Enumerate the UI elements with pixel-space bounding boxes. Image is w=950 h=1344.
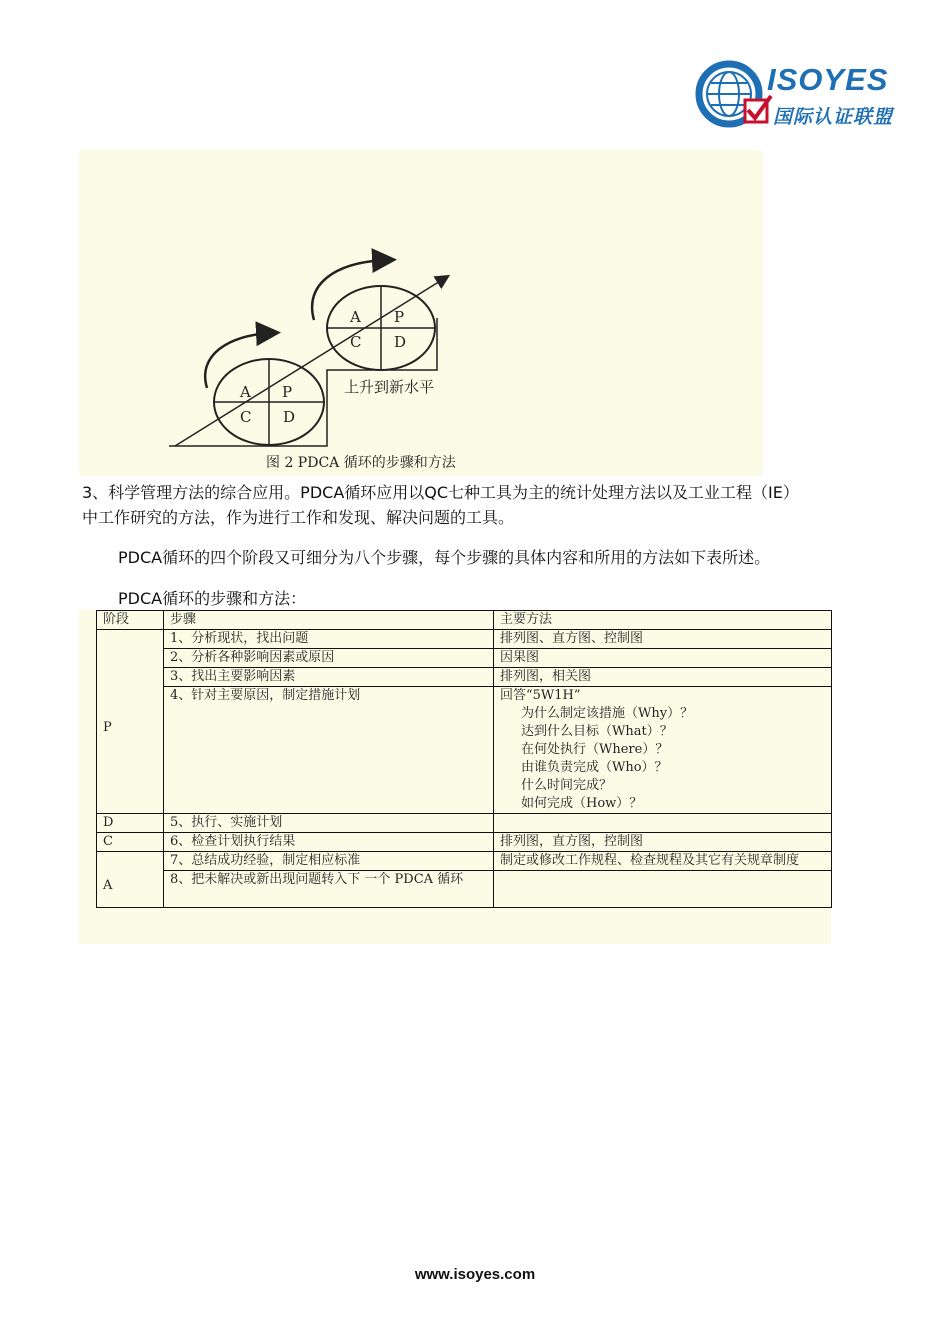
- stage-c: C: [97, 833, 164, 852]
- isoyes-logo: [693, 58, 908, 130]
- lower-label-p: P: [282, 383, 293, 401]
- lower-label-d: D: [283, 408, 296, 426]
- five-w1h-where: 在何处执行（Where）？: [521, 742, 669, 757]
- step-3: 3、找出主要影响因素: [164, 668, 494, 687]
- step-7: 7、总结成功经验，制定相应标准: [164, 852, 494, 871]
- header-step: 步骤: [164, 611, 494, 630]
- logo-subtitle: 国际认证联盟: [773, 106, 894, 128]
- pdca-steps-table: [96, 610, 832, 908]
- five-w1h-when: 什么时间完成？: [521, 778, 613, 793]
- table-row: [97, 833, 832, 852]
- table-title: PDCA循环的步骤和方法：: [118, 589, 307, 608]
- five-w1h-who: 由谁负责完成（Who）？: [521, 760, 668, 775]
- header-stage: 阶段: [97, 611, 164, 630]
- globe-check-icon: [693, 58, 773, 130]
- method-5: [494, 814, 832, 833]
- table-row: [97, 630, 832, 649]
- table-row: [97, 668, 832, 687]
- method-3: 排列图，相关图: [494, 668, 832, 687]
- table-row: [97, 649, 832, 668]
- paragraph-eight-steps: PDCA循环的四个阶段又可细分为八个步骤，每个步骤的具体内容和所用的方法如下表所述。: [118, 548, 771, 567]
- rise-label: 上升到新水平: [344, 378, 435, 396]
- pdca-figure: [79, 150, 763, 476]
- table-header-row: [97, 611, 832, 630]
- step-2: 2、分析各种影响因素或原因: [164, 649, 494, 668]
- step-5: 5、执行、实施计划: [164, 814, 494, 833]
- table-row: [97, 852, 832, 871]
- paragraph-3-line1: 3、科学管理方法的综合应用。PDCA循环应用以QC七种工具为主的统计处理方法以及工业工程（IE）: [82, 483, 799, 502]
- method-8: [494, 871, 832, 908]
- upper-label-p: P: [394, 308, 405, 326]
- method-1: 排列图、直方图、控制图: [494, 630, 832, 649]
- steps-table-area: [79, 610, 831, 944]
- five-w1h-how: 如何完成（How）？: [521, 796, 643, 811]
- figure-caption: 图 2 PDCA 循环的步骤和方法: [266, 455, 456, 471]
- upper-label-c: C: [350, 333, 362, 351]
- footer-url: www.isoyes.com: [414, 1266, 536, 1283]
- stage-p: P: [97, 630, 164, 814]
- table-row: [97, 814, 832, 833]
- method-4-intro: 回答“5W1H”: [500, 688, 581, 703]
- pdca-diagram: [79, 150, 763, 476]
- step-1: 1、分析现状，找出问题: [164, 630, 494, 649]
- method-4: [494, 687, 832, 814]
- stage-a: A: [97, 852, 164, 908]
- rise-arrow: [175, 278, 445, 446]
- upper-label-a: A: [350, 308, 361, 326]
- stage-d: D: [97, 814, 164, 833]
- five-w1h-why: 为什么制定该措施（Why）？: [521, 706, 694, 721]
- step-6: 6、检查计划执行结果: [164, 833, 494, 852]
- method-2: 因果图: [494, 649, 832, 668]
- method-6: 排列图，直方图，控制图: [494, 833, 832, 852]
- five-w1h-what: 达到什么目标（What）？: [521, 724, 673, 739]
- logo-name: ISOYES: [767, 62, 889, 97]
- header-method: 主要方法: [494, 611, 832, 630]
- paragraph-3-line2: 中工作研究的方法，作为进行工作和发现、解决问题的工具。: [82, 508, 515, 527]
- method-7: 制定或修改工作规程、检查规程及其它有关规章制度: [494, 852, 832, 871]
- table-row: [97, 687, 832, 814]
- step-8: 8、把未解决或新出现问题转入下 一个 PDCA 循环: [164, 871, 494, 908]
- lower-rotation-arrow: [205, 333, 271, 388]
- lower-label-a: A: [240, 383, 251, 401]
- step-4: 4、针对主要原因，制定措施计划: [164, 687, 494, 814]
- lower-label-c: C: [240, 408, 252, 426]
- upper-label-d: D: [394, 333, 407, 351]
- table-row: [97, 871, 832, 908]
